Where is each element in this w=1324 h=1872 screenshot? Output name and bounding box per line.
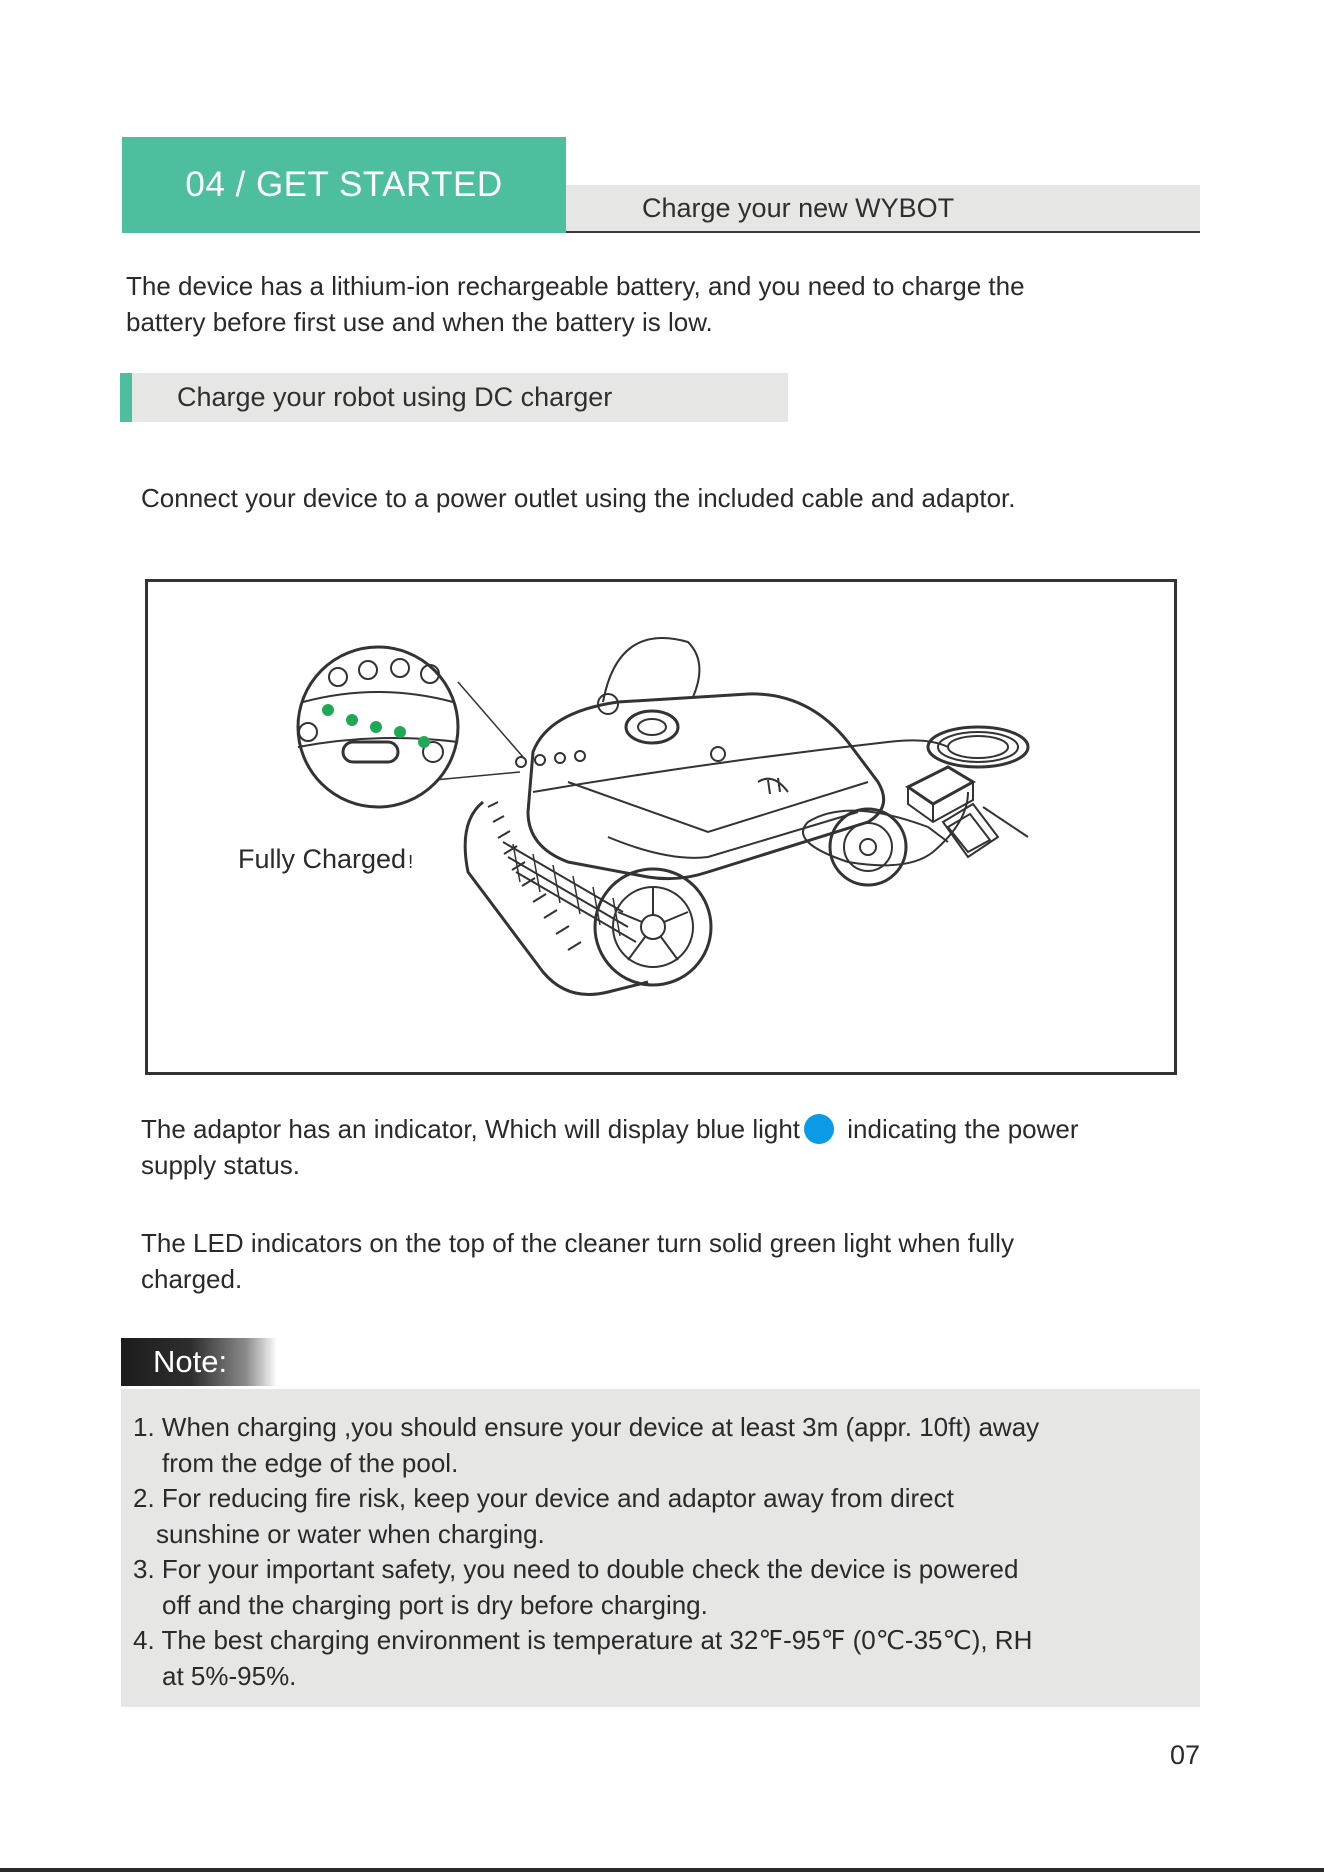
intro-line-2: battery before first use and when the battery is low. [126,307,713,337]
adaptor-text-before: The adaptor has an indicator, Which will display blue light [141,1114,801,1144]
note-item-4-line-2: at 5%-95%. [162,1661,297,1691]
note-item-2-line-1: 2. For reducing fire risk, keep your device and adaptor away from direct [133,1483,954,1513]
note-label [121,1338,277,1386]
top-vent [626,711,678,743]
note-item-2-line-2: sunshine or water when charging. [156,1519,545,1549]
page-title: Charge your new WYBOT [642,192,955,223]
power-adaptor [908,767,973,804]
led-line-1: The LED indicators on the top of the cleaner turn solid green light when fully [141,1228,1014,1258]
robot-charging-drawing [148,582,1174,1072]
intro-line-1: The device has a lithium-ion rechargeable battery, and you need to charge the [126,271,1025,301]
subsection-header [120,373,788,422]
led-5 [418,736,430,748]
adaptor-line-1 [141,1111,1079,1147]
note-item-1 [133,1409,1039,1481]
instruction-text: Connect your device to a power outlet using the included cable and adaptor. [141,483,1016,513]
led-line-2: charged. [141,1264,243,1294]
subsection-title: Charge your robot using DC charger [177,382,613,412]
page-number: 07 [1169,1740,1200,1770]
led-4 [394,726,406,738]
left-track [465,802,648,995]
blue-light-indicator-icon [804,1114,834,1144]
note-item-3-line-1: 3. For your important safety, you need to double check the device is powered [133,1554,1019,1584]
led-paragraph [141,1225,1014,1297]
note-item-3 [133,1551,1018,1623]
note-item-3-line-2: off and the charging port is dry before charging. [162,1590,708,1620]
led-2 [346,714,358,726]
bottom-rule [0,1868,1324,1872]
section-tab [122,137,566,233]
note-item-2 [133,1480,954,1552]
brush-roller [503,842,636,942]
led-3 [370,721,382,733]
note-item-4-line-1: 4. The best charging environment is temperature at 32℉-95℉ (0℃-35℃), RH [133,1625,1033,1655]
adaptor-text-after: indicating the power [847,1114,1079,1144]
adaptor-paragraph [141,1111,1079,1183]
led-1 [322,704,334,716]
charging-cable [533,740,968,865]
note-item-1-line-2: from the edge of the pool. [162,1448,459,1478]
note-item-4 [133,1622,1032,1694]
note-label-text: Note: [153,1344,228,1379]
fully-charged-mark: ! [408,852,414,872]
charging-illustration [145,579,1177,1075]
header-bar [566,185,1200,233]
fully-charged-text: Fully Charged [238,844,407,874]
handle [603,638,699,702]
fully-charged-label [238,844,413,875]
track-treads [488,802,581,950]
section-label: 04 / GET STARTED [185,165,503,204]
note-box [121,1389,1200,1707]
intro-paragraph [126,268,1025,340]
note-item-1-line-1: 1. When charging ,you should ensure your device at least 3m (appr. 10ft) away [133,1412,1040,1442]
adaptor-line-2: supply status. [141,1150,300,1180]
